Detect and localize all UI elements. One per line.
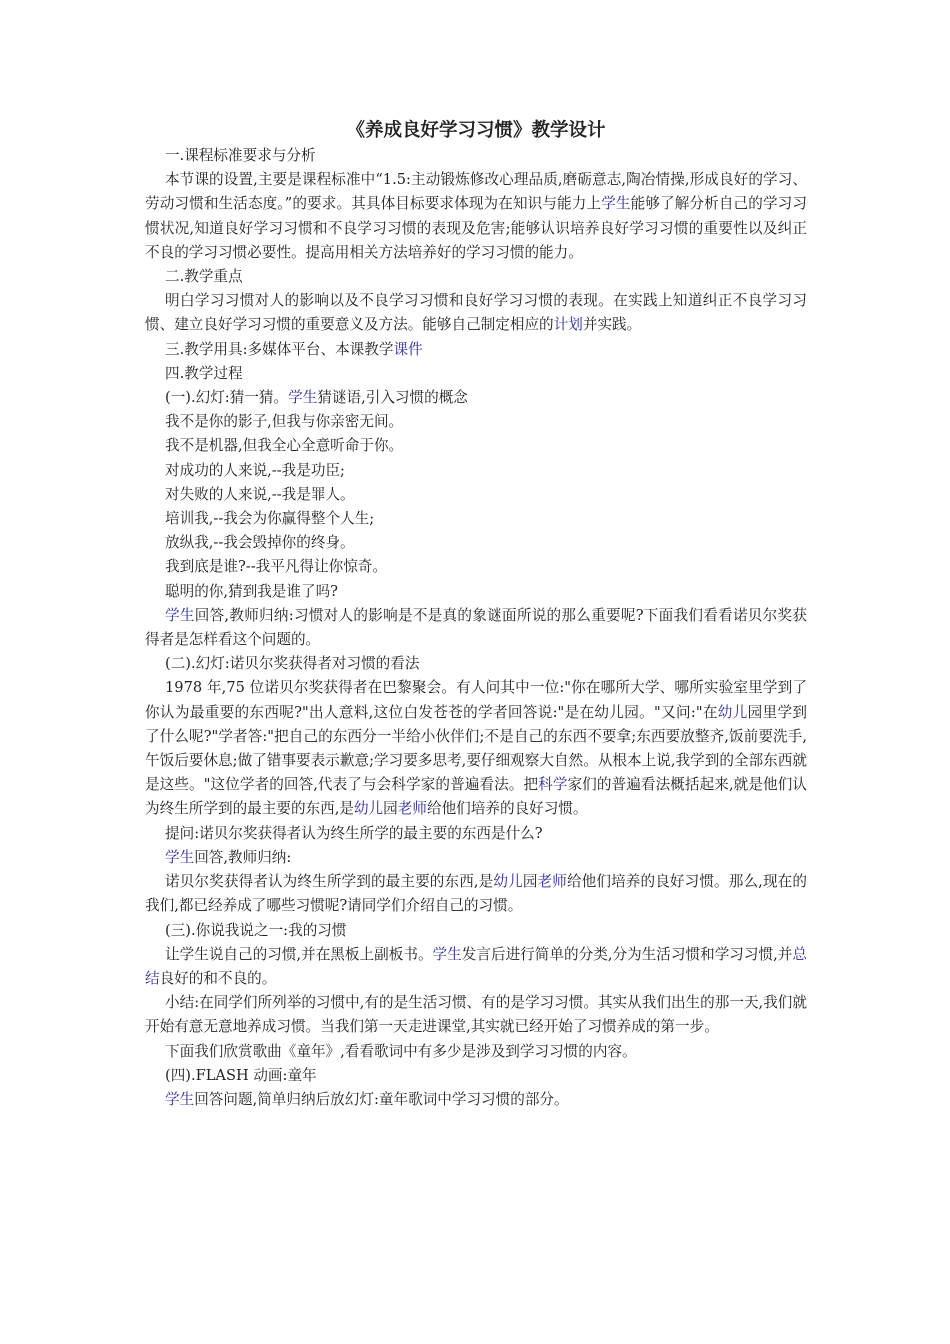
paragraph-text: (三).你说我说之一:我的习惯 <box>165 921 347 939</box>
paragraph <box>145 265 807 289</box>
paragraph <box>145 870 807 918</box>
paragraph <box>145 1040 807 1064</box>
paragraph <box>145 846 807 870</box>
paragraph-text: 能够了解分析自己的学习习惯状况,知道良好学习习惯和不良学习习惯的表现及危害;能够认识培养良好学习习惯的重要性以及纠正不良的学习习惯必要性。提高用相关方法培养好的学习习惯的能力。 <box>145 195 807 261</box>
keyword-link[interactable]: 计划 <box>553 316 583 334</box>
paragraph-text: 提问:诺贝尔奖获得者认为终生所学的最主要的东西是什么? <box>165 824 543 842</box>
paragraph <box>145 531 807 555</box>
paragraph-text: 给他们培养的良好习惯。那么,现在的我们,都已经养成了哪些习惯呢?请同学们介绍自己的习惯。 <box>145 873 807 915</box>
paragraph-text: 并实践。 <box>582 316 642 334</box>
paragraph-text: 我不是你的影子,但我与你亲密无间。 <box>165 413 404 431</box>
document-body <box>145 144 807 1112</box>
keyword-link[interactable]: 科学 <box>538 776 568 794</box>
paragraph-text: 园里学到了什么呢?"学者答:"把自己的东西分一半给小伙伴们;不是自己的东西不要拿;东西要放整齐,饭前要洗手,午饭后要休息;做了错事要表示歉意;学习要多思考,要仔细观察大自然。从根本上说,我学到的全部东西就是这些。"这位学者的回答,代表了与会科学家的普遍看法。把 <box>145 703 807 794</box>
paragraph <box>145 338 807 362</box>
paragraph <box>145 483 807 507</box>
paragraph-text: 良好的和不良的。 <box>159 969 277 987</box>
paragraph <box>145 822 807 846</box>
keyword-link[interactable]: 老师 <box>397 800 427 818</box>
paragraph-text: 明白学习习惯对人的影响以及不良学习习惯和良好学习习惯的表现。在实践上知道纠正不良学习习惯、建立良好学习习惯的重要意义及方法。能够自己制定相应的 <box>145 292 807 334</box>
paragraph-text: 四.教学过程 <box>165 364 243 382</box>
paragraph-text: 园 <box>522 873 538 891</box>
paragraph <box>145 168 807 265</box>
paragraph-text: 家们的普遍看法概括起来,就是他们认为终生所学到的最主要的东西,是 <box>145 776 807 818</box>
keyword-link[interactable]: 课件 <box>393 340 423 358</box>
paragraph-text: 二.教学重点 <box>165 268 243 286</box>
keyword-link[interactable]: 学生 <box>165 606 195 624</box>
document-title: 《养成良好学习习惯》教学设计 <box>346 120 606 141</box>
paragraph-text: 对失败的人来说,--我是罪人。 <box>165 485 355 503</box>
paragraph <box>145 386 807 410</box>
keyword-link[interactable]: 幼儿 <box>353 800 384 818</box>
keyword-link[interactable]: 学生 <box>165 1090 195 1108</box>
paragraph-text: 猜谜语,引入习惯的概念 <box>317 389 468 407</box>
paragraph-text: 我不是机器,但我全心全意听命于你。 <box>165 437 404 455</box>
paragraph <box>145 507 807 531</box>
paragraph-text: 园 <box>383 800 398 818</box>
paragraph <box>145 362 807 386</box>
paragraph-text: 回答,教师归纳:习惯对人的影响是不是真的象谜面所说的那么重要呢?下面我们看看诺贝尔奖获得者是怎样看这个问题的。 <box>145 606 807 649</box>
paragraph <box>145 144 807 168</box>
paragraph-text: (二).幻灯:诺贝尔奖获得者对习惯的看法 <box>165 655 420 673</box>
paragraph <box>145 434 807 458</box>
paragraph <box>145 580 807 604</box>
keyword-link[interactable]: 幼儿 <box>717 703 748 721</box>
paragraph <box>145 676 807 821</box>
paragraph-text: 发言后进行简单的分类,分为生活习惯和学习习惯,并 <box>461 945 793 963</box>
paragraph <box>145 604 807 652</box>
paragraph-text: 小结:在同学们所列举的习惯中,有的是生活习惯、有的是学习习惯。其实从我们出生的那一天,我们就开始有意无意地养成习惯。当我们第一天走进课堂,其实就已经开始了习惯养成的第一步。 <box>145 994 807 1036</box>
paragraph-text: 三.教学用具:多媒体平台、本课教学 <box>165 340 394 358</box>
keyword-link[interactable]: 学生 <box>432 945 462 963</box>
paragraph <box>145 919 807 943</box>
paragraph-text: (一).幻灯:猜一猜。 <box>165 389 289 407</box>
keyword-link[interactable]: 学生 <box>165 848 195 866</box>
paragraph-text: 放纵我,--我会毁掉你的终身。 <box>165 534 355 552</box>
paragraph <box>145 1088 807 1112</box>
paragraph-text: 下面我们欣赏歌曲《童年》,看看歌词中有多少是涉及到学习习惯的内容。 <box>165 1042 637 1060</box>
paragraph-text: 我到底是谁?--我平凡得让你惊奇。 <box>165 558 388 576</box>
paragraph <box>145 459 807 483</box>
paragraph-text: 回答问题,简单归纳后放幻灯:童年歌词中学习习惯的部分。 <box>194 1090 569 1108</box>
keyword-link[interactable]: 幼儿 <box>493 873 523 891</box>
paragraph-text: 回答,教师归纳: <box>194 848 292 866</box>
paragraph <box>145 410 807 434</box>
paragraph-text: 聪明的你,猜到我是谁了吗? <box>165 582 338 600</box>
paragraph-text: 对成功的人来说,--我是功臣; <box>165 461 345 479</box>
keyword-link[interactable]: 学生 <box>601 195 631 213</box>
paragraph-text: 培训我,--我会为你赢得整个人生; <box>165 510 375 528</box>
paragraph <box>145 555 807 579</box>
document-page <box>145 118 807 1112</box>
keyword-link[interactable]: 总结 <box>145 945 807 987</box>
paragraph <box>145 991 807 1039</box>
paragraph-text: 给他们培养的良好习惯。 <box>426 800 588 818</box>
keyword-link[interactable]: 老师 <box>537 873 567 891</box>
paragraph-text: 本节课的设置,主要是课程标准中“1.5:主动锻炼修改心理品质,磨砺意志,陶冶情操,形成良好的学习、劳动习惯和生活态度。”的要求。其具体目标要求体现为在知识与能力上 <box>145 171 807 213</box>
keyword-link[interactable]: 学生 <box>288 389 318 407</box>
paragraph-text: (四).FLASH 动画:童年 <box>165 1066 317 1084</box>
paragraph-text: 让学生说自己的习惯,并在黑板上副板书。 <box>165 945 433 963</box>
paragraph-text: 1978 年,75 位诺贝尔奖获得者在巴黎聚会。有人问其中一位:"你在哪所大学、哪所实验室里学到了你认为最重要的东西呢?"出人意料,这位白发苍苍的学者回答说:"是在幼儿园。"又问:"在 <box>145 679 807 721</box>
paragraph <box>145 652 807 676</box>
paragraph-text: 一.课程标准要求与分析 <box>165 147 316 164</box>
paragraph <box>145 1064 807 1088</box>
paragraph-text: 诺贝尔奖获得者认为终生所学到的最主要的东西,是 <box>165 873 494 891</box>
paragraph <box>145 943 807 991</box>
paragraph <box>145 289 807 337</box>
